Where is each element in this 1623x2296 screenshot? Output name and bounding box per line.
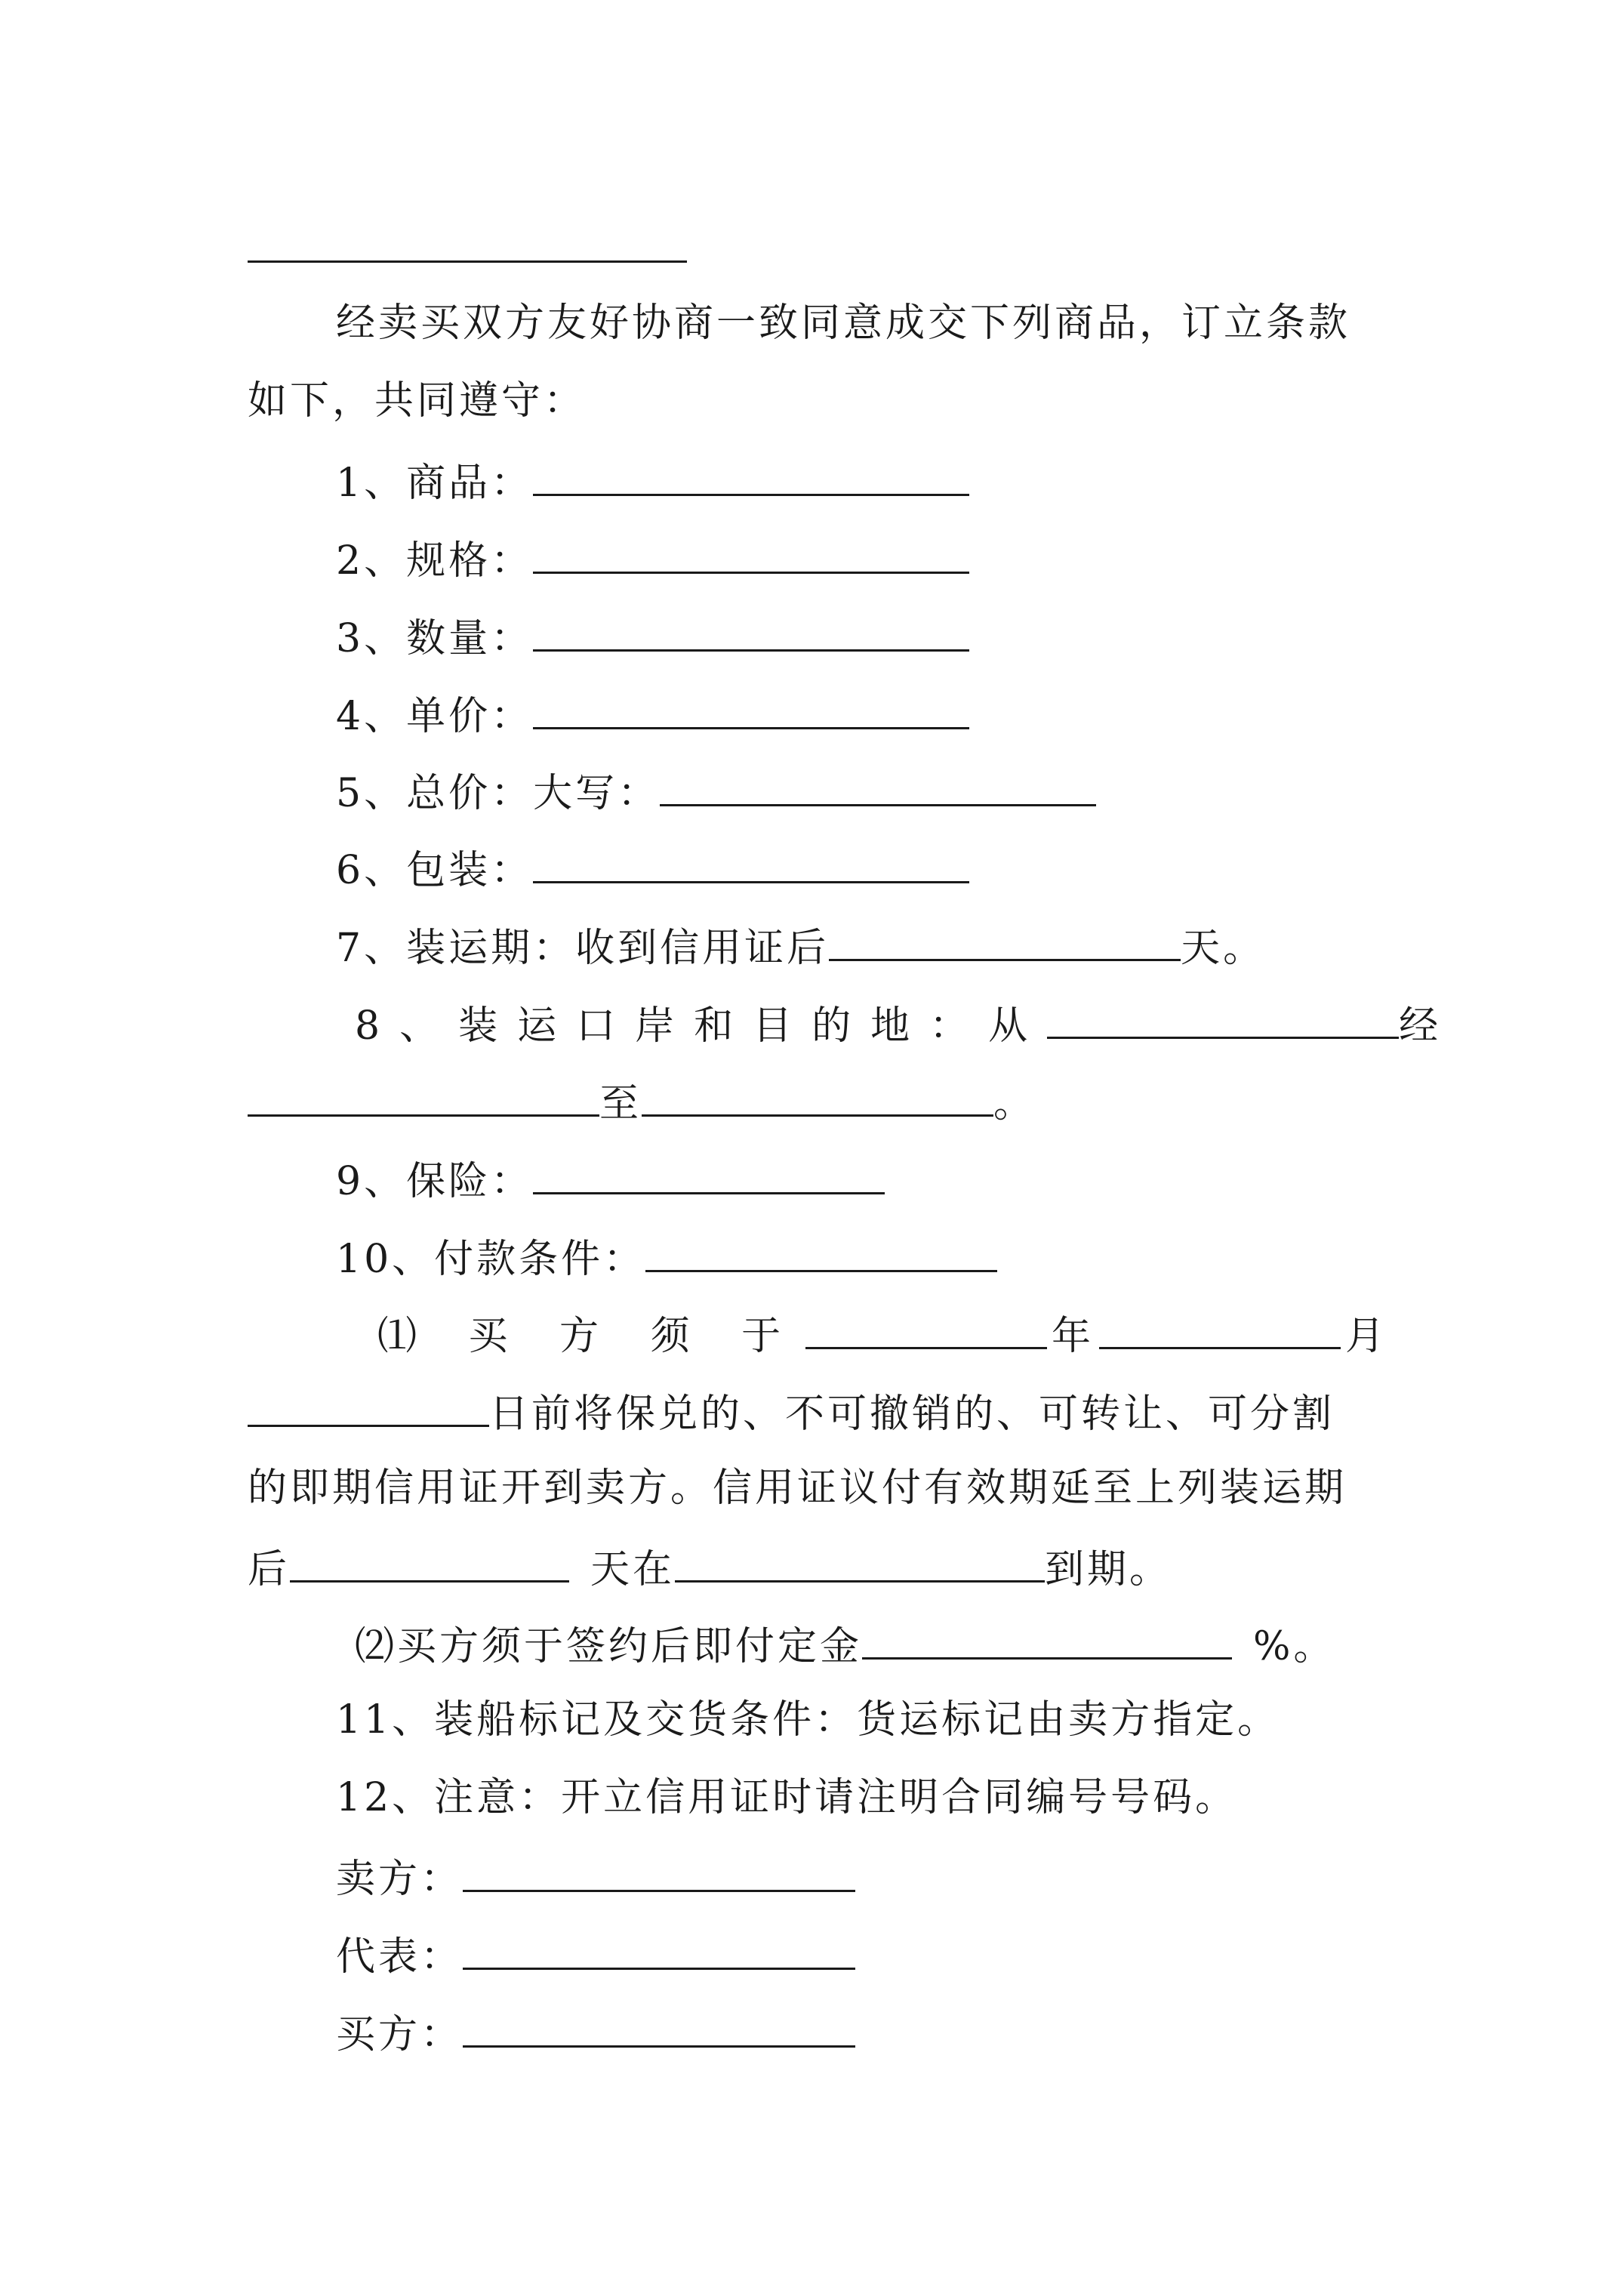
item-goods: [336, 453, 1476, 510]
term-2-percent: %。: [1253, 1624, 1336, 1669]
term-1-year-label: 年: [1052, 1314, 1095, 1359]
quantity-blank[interactable]: [533, 609, 969, 652]
shipment-days-blank[interactable]: [829, 918, 1181, 961]
term-1-month-label: 月: [1344, 1314, 1387, 1359]
deposit-percent-blank[interactable]: [862, 1616, 1232, 1660]
term-1-after-label: 后: [248, 1547, 291, 1592]
payment-term-2: [355, 1616, 1495, 1673]
signature-representative: [336, 1927, 1476, 1983]
clause-note: [336, 1771, 1476, 1824]
buyer-label: 买方：: [336, 2012, 463, 2057]
term-1-text-b: 日前将保兑的、不可撤销的、可转让、可分割: [489, 1391, 1335, 1437]
item-port-line-2: [248, 1074, 1387, 1130]
item-insurance: [336, 1151, 1476, 1208]
item-quantity: [336, 609, 1476, 665]
total-price-blank[interactable]: [660, 763, 1096, 806]
seller-label: 卖方：: [336, 1857, 463, 1902]
term-1-lead: ⑴ 买 方 须 于: [377, 1314, 801, 1359]
term-1-place-blank[interactable]: [675, 1539, 1045, 1583]
clause-marks: [336, 1693, 1476, 1746]
total-price-label: 5、总价：: [336, 771, 534, 816]
intro-line-2: [248, 374, 1387, 427]
spec-blank[interactable]: [533, 531, 969, 574]
clause-marks-text: 11、装船标记及交货条件：货运标记由卖方指定。: [336, 1697, 1280, 1743]
term-2-text: ⑵买方须于签约后即付定金: [355, 1624, 863, 1669]
signature-buyer: [336, 2005, 1476, 2061]
seller-signature-blank[interactable]: [463, 1849, 855, 1892]
spec-label: 2、规格：: [336, 538, 534, 584]
payment-term-1-line-3: [248, 1462, 1387, 1515]
item-total-price: [336, 763, 1476, 820]
term-1-days-blank[interactable]: [290, 1539, 569, 1583]
shipment-label: 7、装运期：收到信用证后: [336, 926, 830, 971]
insurance-blank[interactable]: [533, 1151, 885, 1194]
insurance-label: 9、保险：: [336, 1159, 534, 1204]
payment-label: 10、付款条件：: [336, 1237, 646, 1282]
intro-line-1: [336, 297, 1476, 350]
term-1-year-blank[interactable]: [805, 1306, 1047, 1349]
payment-term-1-line-2: [248, 1384, 1387, 1441]
intro-text-2: 如下，共同遵守：: [248, 378, 587, 424]
term-1-days-at-label: 天在: [590, 1547, 676, 1592]
item-packing: [336, 840, 1476, 897]
signature-seller: [336, 1849, 1476, 1906]
header-blank-line: [248, 260, 687, 263]
packing-blank[interactable]: [533, 840, 969, 883]
port-via-label: 经: [1399, 1003, 1442, 1049]
payment-term-1-line-4: [248, 1539, 1387, 1596]
quantity-label: 3、数量：: [336, 616, 534, 661]
total-price-caps-label: 大写：: [533, 771, 661, 816]
item-shipment: [336, 918, 1476, 975]
port-via-blank[interactable]: [248, 1074, 599, 1117]
shipment-suffix: 天。: [1181, 926, 1266, 971]
port-to-label: 至: [599, 1081, 642, 1126]
goods-label: 1、商品：: [336, 461, 534, 506]
item-unit-price: [336, 686, 1476, 743]
term-1-text-c: 的即期信用证开到卖方。信用证议付有效期延至上列装运期: [248, 1465, 1347, 1511]
item-spec: [336, 531, 1476, 587]
port-to-blank[interactable]: [642, 1074, 993, 1117]
representative-signature-blank[interactable]: [463, 1927, 855, 1970]
buyer-signature-blank[interactable]: [463, 2005, 855, 2048]
intro-text-1: 经卖买双方友好协商一致同意成交下列商品，订立条款: [336, 300, 1351, 346]
port-end: 。: [993, 1081, 1036, 1126]
unit-price-blank[interactable]: [533, 686, 969, 729]
payment-blank[interactable]: [645, 1229, 997, 1272]
unit-price-label: 4、单价：: [336, 694, 534, 739]
item-port-line-1: [355, 996, 1442, 1052]
term-1-day-blank[interactable]: [248, 1384, 489, 1427]
packing-label: 6、包装：: [336, 848, 534, 893]
payment-term-1-line-1: [377, 1306, 1387, 1363]
item-payment: [336, 1229, 1476, 1286]
port-label: 8、装运口岸和目的地：从: [355, 1003, 1048, 1049]
representative-label: 代表：: [336, 1934, 463, 1980]
term-1-expiry-label: 到期。: [1045, 1547, 1172, 1592]
clause-note-text: 12、注意：开立信用证时请注明合同编号号码。: [336, 1775, 1238, 1820]
port-from-blank[interactable]: [1047, 996, 1399, 1039]
term-1-month-blank[interactable]: [1099, 1306, 1341, 1349]
goods-blank[interactable]: [533, 453, 969, 496]
